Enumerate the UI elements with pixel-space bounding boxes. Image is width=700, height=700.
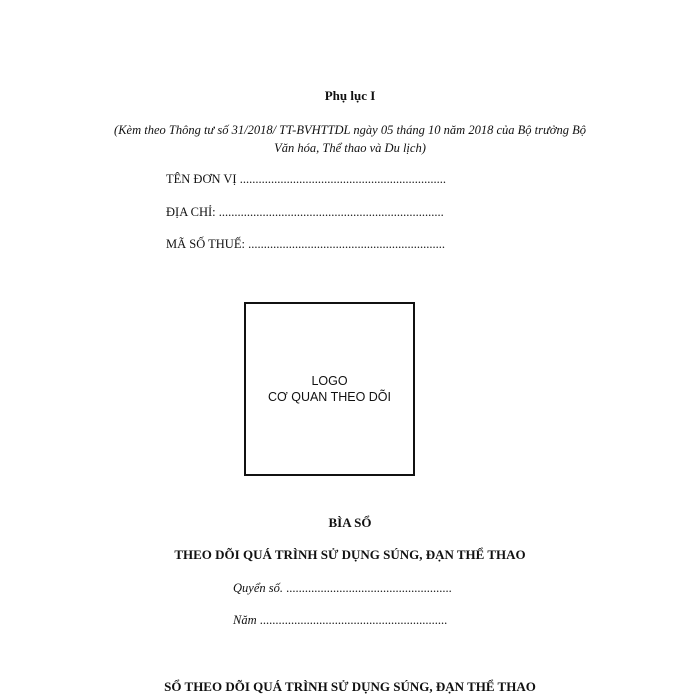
logo-agency-label: CƠ QUAN THEO DÕI <box>268 390 391 404</box>
logo-label: LOGO <box>311 374 348 388</box>
appendix-title: Phụ lục I <box>324 88 376 103</box>
appendix-subtitle <box>0 121 700 157</box>
subtitle-line-1: (Kèm theo Thông tư số 31/2018/ TT-BVHTTDL ngày 05 tháng 10 năm 2018 của Bộ trưởng Bộ <box>114 123 586 137</box>
volume-dots: ..................................................... <box>283 581 452 595</box>
subtitle-line-2: Văn hóa, Thể thao và Du lịch) <box>274 141 426 155</box>
unit-name-field: TÊN ĐƠN VỊ .................................................................. <box>166 172 446 186</box>
year-dots: ............................................................ <box>256 613 448 627</box>
footer-heading: SỔ THEO DÕI QUÁ TRÌNH SỬ DỤNG SÚNG, ĐẠN THỂ THAO <box>164 679 536 694</box>
cover-title: BÌA SỔ <box>328 515 372 530</box>
volume-label: Quyển số. <box>233 581 283 595</box>
main-heading: THEO DÕI QUÁ TRÌNH SỬ DỤNG SÚNG, ĐẠN THỂ THAO <box>174 547 526 562</box>
year-label: Năm <box>233 613 257 627</box>
tax-code-field: MÃ SỐ THUẾ: ............................................................... <box>166 237 445 251</box>
year-line <box>233 613 447 628</box>
logo-placeholder <box>244 302 415 476</box>
address-field: ĐỊA CHỈ: ........................................................................ <box>166 205 444 219</box>
volume-number-line <box>233 581 452 596</box>
